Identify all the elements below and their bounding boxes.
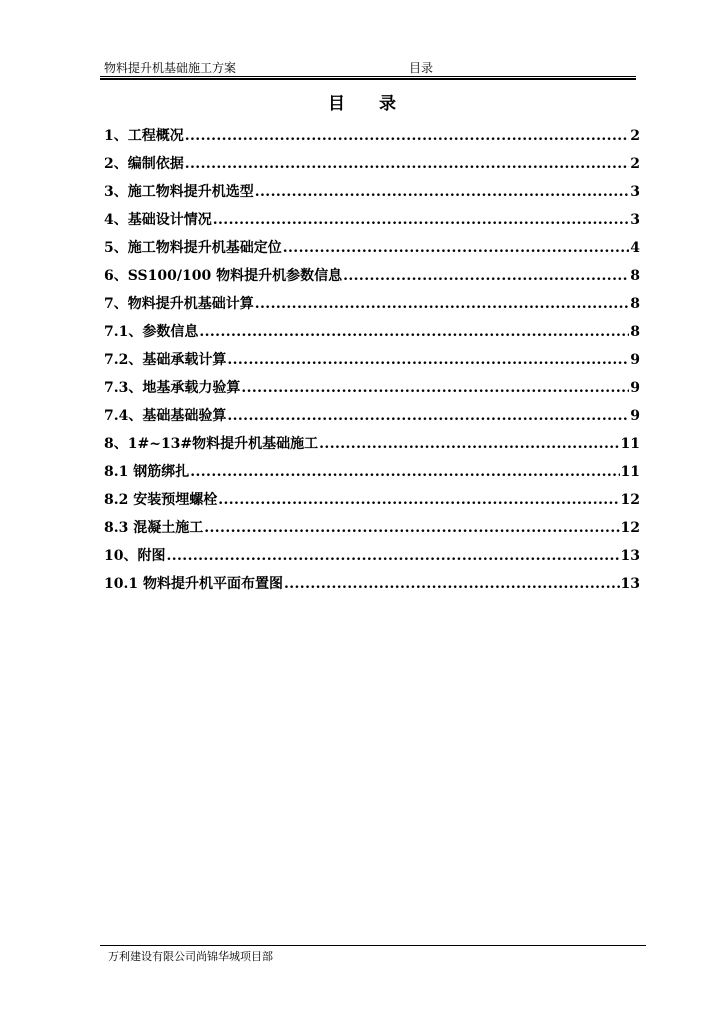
toc-entry-label: 7.4、基础基础验算	[104, 408, 227, 424]
toc-entry-label: 7、物料提升机基础计算	[104, 296, 254, 312]
toc-entry-label: 6、SS100/100 物料提升机参数信息	[104, 268, 343, 284]
toc-dot-leader	[284, 570, 620, 598]
toc-entry-page-number: 2	[630, 128, 640, 144]
toc-entry-label: 8.2 安装预埋螺栓	[104, 492, 218, 508]
toc-dot-leader	[166, 542, 619, 570]
toc-dot-leader	[227, 346, 629, 374]
toc-entry[interactable]	[104, 458, 640, 486]
toc-entry-label: 10.1 物料提升机平面布置图	[104, 576, 283, 592]
toc-entry[interactable]	[104, 486, 640, 514]
toc-dot-leader	[218, 486, 619, 514]
header-rule	[100, 76, 636, 80]
toc-entry[interactable]	[104, 346, 640, 374]
toc-entry[interactable]	[104, 542, 640, 570]
toc-dot-leader	[255, 290, 630, 318]
toc-dot-leader	[241, 374, 629, 402]
toc-entry-label: 3、施工物料提升机选型	[104, 184, 254, 200]
toc-entry-label: 7.3、地基承载力验算	[104, 380, 241, 396]
toc-entry-page-number: 11	[620, 464, 640, 480]
toc-entry[interactable]	[104, 318, 640, 346]
toc-entry-page-number: 9	[630, 380, 640, 396]
toc-entry-page-number: 8	[630, 296, 640, 312]
toc-entry[interactable]	[104, 262, 640, 290]
toc-entry-label: 8.3 混凝土施工	[104, 520, 204, 536]
page-footer: 万利建设有限公司尚锦华城项目部	[108, 950, 273, 963]
toc-entry[interactable]	[104, 290, 640, 318]
toc-dot-leader	[255, 178, 630, 206]
toc-entry-page-number: 8	[630, 324, 640, 340]
toc-entry-label: 8.1 钢筋绑扎	[104, 464, 190, 480]
toc-dot-leader	[283, 234, 630, 262]
toc-entry-page-number: 3	[630, 184, 640, 200]
toc-entry-label: 7.1、参数信息	[104, 324, 199, 340]
toc-entry-label: 4、基础设计情况	[104, 212, 212, 228]
header-document-title: 物料提升机基础施工方案	[104, 61, 237, 75]
toc-dot-leader	[227, 402, 629, 430]
toc-dot-leader	[199, 318, 629, 346]
toc-entry[interactable]	[104, 430, 640, 458]
toc-entry[interactable]	[104, 374, 640, 402]
toc-entry-page-number: 9	[630, 408, 640, 424]
toc-entry[interactable]	[104, 122, 640, 150]
toc-entry-label: 5、施工物料提升机基础定位	[104, 240, 282, 256]
toc-entry-page-number: 2	[630, 156, 640, 172]
toc-entry-label: 7.2、基础承载计算	[104, 352, 227, 368]
toc-dot-leader	[319, 430, 619, 458]
toc-entry[interactable]	[104, 570, 640, 598]
header-section-name: 目录	[409, 61, 434, 75]
toc-dot-leader	[185, 122, 630, 150]
toc-entry[interactable]	[104, 206, 640, 234]
toc-entry-label: 8、1#~13#物料提升机基础施工	[104, 436, 319, 452]
toc-dot-leader	[190, 458, 619, 486]
toc-entry-page-number: 13	[620, 548, 640, 564]
toc-entry-page-number: 13	[620, 576, 640, 592]
toc-dot-leader	[204, 514, 619, 542]
toc-entry[interactable]	[104, 402, 640, 430]
toc-title: 目 录	[328, 94, 410, 114]
toc-entry-page-number: 12	[620, 492, 640, 508]
footer-rule	[100, 945, 646, 946]
toc-entry-page-number: 11	[620, 436, 640, 452]
toc-entry-label: 10、附图	[104, 548, 166, 564]
toc-entry-page-number: 8	[630, 268, 640, 284]
table-of-contents	[104, 122, 640, 598]
toc-entry-page-number: 3	[630, 212, 640, 228]
toc-entry-page-number: 4	[630, 240, 640, 256]
toc-entry-label: 1、工程概况	[104, 128, 184, 144]
toc-dot-leader	[343, 262, 629, 290]
toc-entry[interactable]	[104, 178, 640, 206]
toc-entry-page-number: 9	[630, 352, 640, 368]
toc-entry-label: 2、编制依据	[104, 156, 184, 172]
toc-entry[interactable]	[104, 150, 640, 178]
toc-entry[interactable]	[104, 514, 640, 542]
toc-dot-leader	[213, 206, 630, 234]
toc-entry-page-number: 12	[620, 520, 640, 536]
toc-dot-leader	[185, 150, 630, 178]
toc-entry[interactable]	[104, 234, 640, 262]
page-header	[104, 59, 636, 77]
